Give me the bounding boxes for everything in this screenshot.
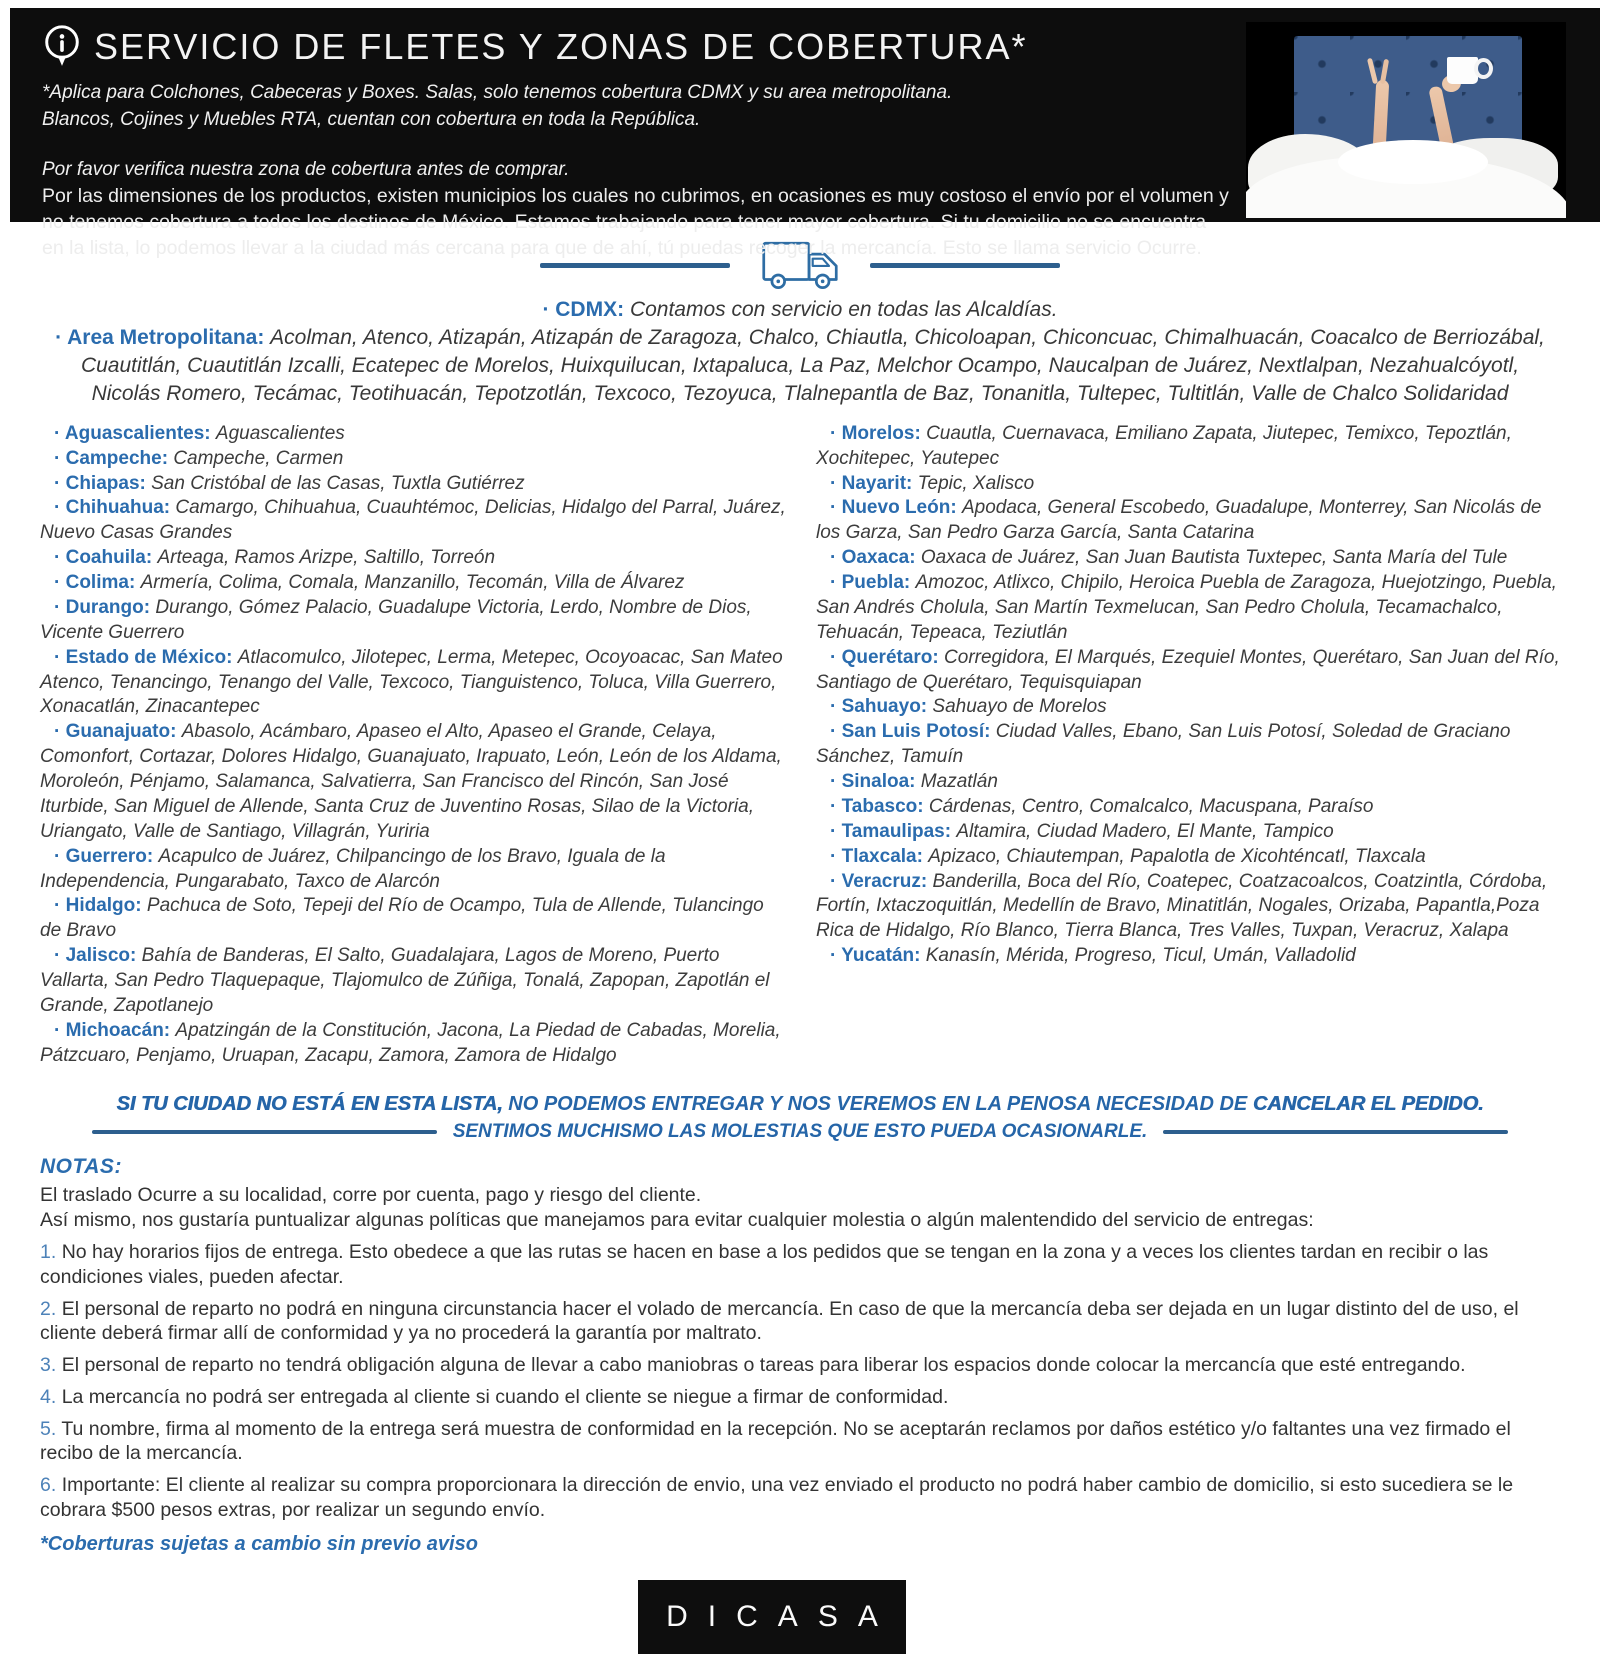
state-name: · Chihuahua:	[54, 497, 176, 519]
state-name: · Hidalgo:	[54, 895, 147, 917]
state-name: · Querétaro:	[830, 646, 945, 668]
warning-segment: NO PODEMOS ENTREGAR Y NOS VEREMOS EN LA PENOSA NECESIDAD DE	[508, 1092, 1253, 1115]
state-cities: Tepic, Xalisco	[917, 472, 1035, 494]
state-entry	[40, 546, 788, 571]
state-entry	[816, 546, 1564, 571]
state-entry	[816, 571, 1564, 646]
note-item: 6. Importante: El cliente al realizar su compra proporcionara la dirección de envio, una vez enviado el producto no podrá haber cambio de domicilio, si esto sucediera se le cobrara $500 pesos extras, por realizar un segundo envío.	[40, 1474, 1514, 1521]
cdmx-text: Contamos con servicio en todas las Alcaldías.	[629, 298, 1058, 321]
state-entry	[40, 845, 788, 895]
state-name: · Sahuayo:	[830, 696, 933, 718]
header-applies-line1: *Aplica para Colchones, Cabeceras y Boxes. Salas, solo tenemos cobertura CDMX y su area metropolitana.	[42, 82, 953, 103]
state-cities: Armería, Colima, Comala, Manzanillo, Tecomán, Villa de Álvarez	[140, 572, 685, 594]
state-cities: Apizaco, Chiautempan, Papalotla de Xicohténcatl, Tlaxcala	[928, 845, 1426, 867]
flyer-page	[0, 8, 1600, 1633]
state-cities: Durango, Gómez Palacio, Guadalupe Victoria, Lerdo, Nombre de Dios, Vicente Guerrero	[40, 596, 752, 643]
notes-intro-2: Así mismo, nos gustaría puntualizar algunas políticas que manejamos para evitar cualquier molestia o algún malentendido del servicio de entregas:	[40, 1209, 1314, 1232]
state-entry	[816, 845, 1564, 870]
note-item: 4. La mercancía no podrá ser entregada al cliente si cuando el cliente se niegue a firmar de conformidad.	[40, 1385, 949, 1408]
note-number: 2.	[40, 1297, 62, 1320]
state-name: · Oaxaca:	[830, 547, 921, 569]
state-name: · Sinaloa:	[830, 771, 921, 793]
divider-rule-left	[540, 263, 730, 268]
warning-rule-right	[1163, 1130, 1508, 1134]
state-entry	[816, 422, 1564, 472]
state-cities: Sahuayo de Morelos	[932, 696, 1107, 718]
state-cities: Camargo, Chihuahua, Cuauhtémoc, Delicias, Hidalgo del Parral, Juárez, Nuevo Casas Grandes	[40, 497, 786, 544]
state-name: · Coahuila:	[54, 547, 158, 569]
metro-line	[45, 324, 1555, 408]
header-applies-line2: Blancos, Cojines y Muebles RTA, cuentan con cobertura en toda la República.	[42, 109, 701, 131]
state-cities: Oaxaca de Juárez, San Juan Bautista Tuxtepec, Santa María del Tule	[920, 547, 1508, 569]
page-title: SERVICIO DE FLETES Y ZONAS DE COBERTURA*	[94, 26, 1028, 67]
state-cities: Pachuca de Soto, Tepeji del Río de Ocampo, Tula de Allende, Tulancingo de Bravo	[40, 895, 764, 942]
state-name: · Morelos:	[830, 422, 927, 444]
state-cities: Bahía de Banderas, El Salto, Guadalajara, Lagos de Moreno, Puerto Vallarta, San Pedro Tlaquepaque, Tlajomulco de Zúñiga, Tonalá, Zapopan, Zapotlán el Grande, Zapotlanejo	[40, 945, 770, 1016]
header-verify-line: Por favor verifica nuestra zona de cobertura antes de comprar.	[42, 158, 570, 180]
state-entry	[816, 770, 1564, 795]
state-name: · Nuevo León:	[830, 497, 962, 519]
state-entry	[816, 870, 1564, 945]
state-name: · Colima:	[54, 572, 141, 594]
state-entry	[40, 422, 788, 447]
state-cities: Campeche, Carmen	[173, 447, 344, 469]
state-entry	[816, 646, 1564, 696]
state-cities: Aguascalientes	[215, 422, 345, 444]
state-entry	[816, 820, 1564, 845]
states-column-left	[40, 422, 788, 1069]
state-cities: Cuautla, Cuernavaca, Emiliano Zapata, Jiutepec, Temixco, Tepoztlán, Xochitepec, Yautepec	[816, 422, 1512, 469]
state-entry	[816, 472, 1564, 497]
state-cities: Mazatlán	[920, 771, 998, 793]
notes-title: NOTAS:	[40, 1154, 122, 1178]
state-name: · Guerrero:	[54, 845, 159, 867]
state-cities: Abasolo, Acámbaro, Apaseo el Alto, Apaseo el Grande, Celaya, Comonfort, Cortazar, Dolores Hidalgo, Guanajuato, Irapuato, León, León de los Aldama, Moroleón, Pénjamo, Salamanca, Salvatierra, San Francisco del Rincón, San José Iturbide, San Miguel de Allende, Santa Cruz de Juventino Rosas, Silao de la Victoria, Uriangato, Valle de Santiago, Villagrán, Yuriria	[40, 721, 782, 842]
note-item: 3. El personal de reparto no tendrá obligación alguna de llevar a cabo maniobras o tareas para liberar los espacios donde colocar la mercancía que esté entregando.	[40, 1354, 1466, 1377]
warning-line2-row	[0, 1121, 1600, 1143]
note-number: 6.	[40, 1474, 62, 1497]
state-cities: Atlacomulco, Jilotepec, Lerma, Metepec, Ocoyoacac, San Mateo Atenco, Tenancingo, Tenango del Valle, Texcoco, Tianguistenco, Toluca, Villa Guerrero, Xonacatlán, Zinacantepec	[40, 646, 783, 718]
note-number: 4.	[40, 1385, 62, 1408]
notes-list	[40, 1240, 1560, 1523]
warning-block	[0, 1091, 1600, 1143]
state-name: · Nayarit:	[830, 472, 918, 494]
state-entry	[40, 1019, 788, 1069]
state-name: · Jalisco:	[54, 945, 142, 967]
headboard-photo	[1246, 22, 1566, 218]
state-cities: Kanasín, Mérida, Progreso, Ticul, Umán, Valladolid	[925, 945, 1356, 967]
state-entry	[40, 894, 788, 944]
state-entry	[40, 720, 788, 844]
state-name: · Yucatán:	[830, 945, 926, 967]
state-entry	[40, 944, 788, 1019]
note-item: 1. No hay horarios fijos de entrega. Esto obedece a que las rutas se hacen en base a los pedidos que se tengan en la zona y a veces los clientes tardan en recibir o las condiciones viales, pueden afectar.	[40, 1241, 1489, 1288]
coverage-disclaimer: *Coberturas sujetas a cambio sin previo aviso	[40, 1532, 478, 1555]
state-cities: Ciudad Valles, Ebano, San Luis Potosí, Soledad de Graciano Sánchez, Tamuín	[816, 721, 1511, 768]
metro-label: · Area Metropolitana:	[55, 326, 265, 349]
state-name: · Estado de México:	[54, 646, 238, 668]
state-entry	[40, 596, 788, 646]
state-cities: Banderilla, Boca del Río, Coatepec, Coatzacoalcos, Coatzintla, Córdoba, Fortín, Ixtaczoquitlán, Medellín de Bravo, Minatitlán, Nogales, Orizaba, Papantla,Poza Rica de Hidalgo, Río Blanco, Tierra Blanca, Tres Valles, Tuxpan, Veracruz, Xalapa	[816, 870, 1548, 942]
warning-segment: CANCELAR EL PEDIDO.	[1252, 1092, 1484, 1115]
info-pin-icon	[42, 24, 82, 70]
states-columns	[0, 408, 1600, 1069]
cdmx-label: · CDMX:	[542, 298, 625, 321]
state-name: · Veracruz:	[830, 870, 933, 892]
metro-cities: Acolman, Atenco, Atizapán, Atizapán de Zaragoza, Chalco, Chiautla, Chicoloapan, Chiconcuac, Chimalhuacán, Coacalco de Berriozábal, Cuautitlán, Cuautitlán Izcalli, Ecatepec de Morelos, Huixquilucan, Ixtapaluca, La Paz, Melchor Ocampo, Naucalpan de Juárez, Nextlalpan, Nezahualcóyotl, Nicolás Romero, Tecámac, Teotihuacán, Tepotzotlán, Texcoco, Tezoyuca, Tlalnepantla de Baz, Tonanitla, Tultepec, Tultitlán, Valle de Chalco Solidaridad	[80, 326, 1545, 405]
note-item: 5. Tu nombre, firma al momento de la entrega será muestra de conformidad en la recepción. No se aceptarán reclamos por daños estético y/o faltantes una vez firmado el recibo de la mercancía.	[40, 1417, 1511, 1465]
blanket-fold	[1338, 140, 1488, 184]
state-cities: Apatzingán de la Constitución, Jacona, La Piedad de Cabadas, Morelia, Pátzcuaro, Penjamo, Uruapan, Zacapu, Zamora, Zamora de Hidalgo	[40, 1019, 781, 1066]
state-entry	[40, 496, 788, 546]
note-number: 5.	[40, 1417, 62, 1440]
notes-intro-1: El traslado Ocurre a su localidad, corre por cuenta, pago y riesgo del cliente.	[40, 1183, 702, 1206]
state-name: · Tabasco:	[830, 795, 929, 817]
state-entry	[40, 447, 788, 472]
mug-handle	[1474, 58, 1493, 79]
note-number: 1.	[40, 1241, 62, 1264]
divider-rule-right	[870, 263, 1060, 268]
header-body-text: Por las dimensiones de los productos, existen municipios los cuales no cubrimos, en ocasiones es muy costoso el envío por el volumen y no tenemos cobertura a todos los destinos de México. Estamos trabajando para tener mayor cobertura. Si tu domicilio no se encuentra en la lista, lo podemos llevar a la ciudad más cercana para que de ahí, tú puedas recoger la mercancía. Esto se llama servicio Ocurre.	[42, 185, 1229, 259]
state-name: · San Luis Potosí:	[830, 721, 996, 743]
state-name: · Durango:	[54, 596, 156, 618]
warning-segment: SI TU CIUDAD NO ESTÁ EN ESTA LISTA,	[116, 1092, 509, 1115]
state-entry	[816, 695, 1564, 720]
note-item: 2. El personal de reparto no podrá en ninguna circunstancia hacer el volado de mercancía. En caso de que la mercancía deba ser dejada en un lugar distinto del de uso, el cliente deberá firmar allí de conformidad y ya no procederá la garantía por maltrato.	[40, 1297, 1519, 1345]
warning-rule-left	[92, 1130, 437, 1134]
states-column-right	[816, 422, 1564, 1069]
state-entry	[40, 571, 788, 596]
cdmx-line	[0, 298, 1600, 322]
state-name: · Chiapas:	[54, 472, 152, 494]
state-name: · Campeche:	[54, 447, 174, 469]
state-cities: Altamira, Ciudad Madero, El Mante, Tampico	[956, 820, 1334, 842]
warning-line1	[40, 1091, 1560, 1117]
state-entry	[40, 472, 788, 497]
dicasa-logo-text: DICASA	[666, 1599, 898, 1633]
state-name: · Michoacán:	[54, 1019, 176, 1041]
state-cities: Apodaca, General Escobedo, Guadalupe, Monterrey, San Nicolás de los Garza, San Pedro Garza García, Santa Catarina	[816, 497, 1542, 544]
note-number: 3.	[40, 1354, 62, 1377]
state-cities: Amozoc, Atlixco, Chipilo, Heroica Puebla de Zaragoza, Huejotzingo, Puebla, San Andrés Cholula, San Martín Texmelucan, San Pedro Cholula, Tecamachalco, Tehuacán, Tepeaca, Teziutlán	[816, 572, 1557, 643]
state-entry	[816, 944, 1564, 969]
state-cities: Corregidora, El Marqués, Ezequiel Montes, Querétaro, San Juan del Río, Santiago de Querétaro, Tequisquiapan	[816, 646, 1560, 693]
state-name: · Tlaxcala:	[830, 845, 929, 867]
state-cities: San Cristóbal de las Casas, Tuxtla Gutiérrez	[151, 472, 525, 494]
warning-line2: SENTIMOS MUCHISMO LAS MOLESTIAS QUE ESTO PUEDA OCASIONARLE.	[452, 1120, 1148, 1142]
state-entry	[816, 795, 1564, 820]
notes-section	[0, 1143, 1600, 1556]
state-name: · Puebla:	[830, 572, 916, 594]
state-name: · Tamaulipas:	[830, 820, 957, 842]
state-cities: Cárdenas, Centro, Comalcalco, Macuspana, Paraíso	[928, 795, 1374, 817]
state-cities: Acapulco de Juárez, Chilpancingo de los Bravo, Iguala de la Independencia, Pungarabato, Taxco de Alarcón	[40, 845, 666, 892]
state-name: · Aguascalientes:	[54, 422, 216, 444]
dicasa-logo	[638, 1580, 906, 1654]
state-entry	[40, 646, 788, 721]
state-name: · Guanajuato:	[54, 721, 182, 743]
state-cities: Arteaga, Ramos Arizpe, Saltillo, Torreón	[157, 547, 496, 569]
state-entry	[816, 720, 1564, 770]
header	[10, 8, 1600, 259]
state-entry	[816, 496, 1564, 546]
